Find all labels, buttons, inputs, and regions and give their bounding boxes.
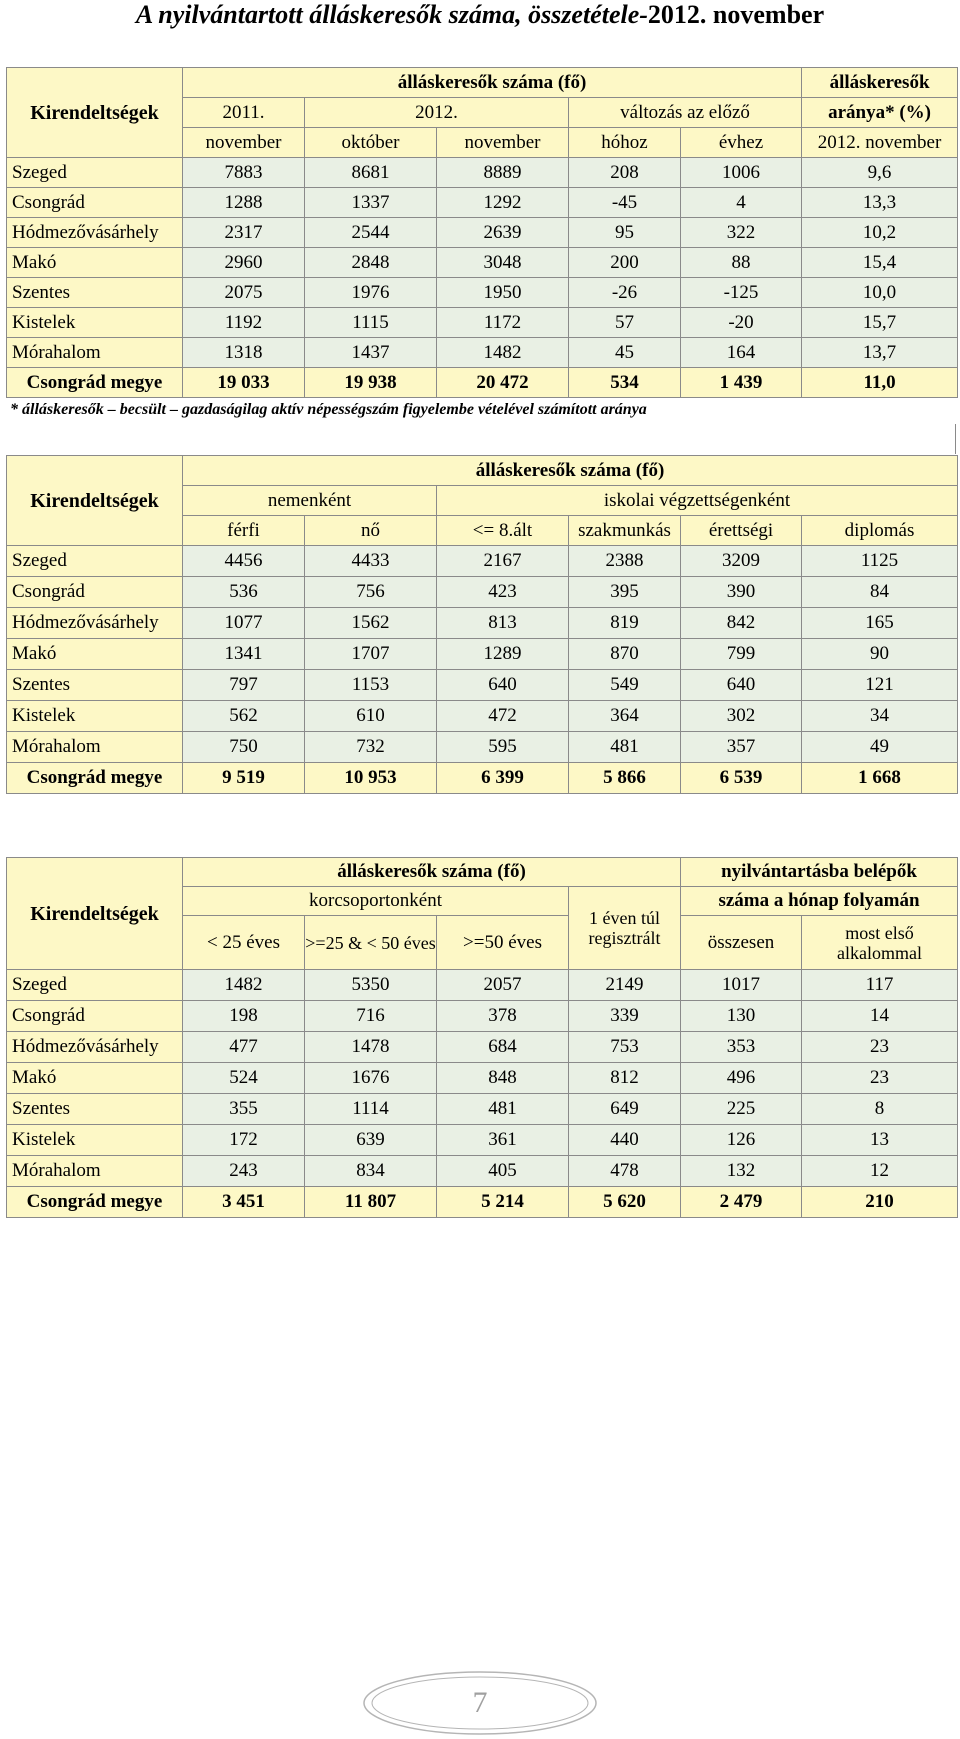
table-cell: 395 xyxy=(569,577,681,608)
table-cell: 165 xyxy=(802,608,958,639)
table-cell: 2 479 xyxy=(681,1187,802,1218)
table-cell: 1478 xyxy=(305,1032,437,1063)
table-cell: -20 xyxy=(681,308,802,338)
table-cell: 11,0 xyxy=(802,368,958,398)
table-cell: -45 xyxy=(569,188,681,218)
table-cell: 1318 xyxy=(183,338,305,368)
table-cell: 339 xyxy=(569,1001,681,1032)
table-cell: 10,2 xyxy=(802,218,958,248)
table-cell: 2848 xyxy=(305,248,437,278)
table-row xyxy=(7,308,958,338)
table-cell: 870 xyxy=(569,639,681,670)
row-label: Mórahalom xyxy=(7,732,183,763)
table-cell: 8 xyxy=(802,1094,958,1125)
column-header: hóhoz xyxy=(569,128,681,158)
table-cell: 34 xyxy=(802,701,958,732)
table-cell: 4433 xyxy=(305,546,437,577)
table-row xyxy=(7,1156,958,1187)
header-by-gender: nemenként xyxy=(183,486,437,516)
row-label: Szeged xyxy=(7,158,183,188)
row-label: Makó xyxy=(7,248,183,278)
table-cell: 536 xyxy=(183,577,305,608)
table-cell: 357 xyxy=(681,732,802,763)
table-cell: 1482 xyxy=(437,338,569,368)
table-cell: 84 xyxy=(802,577,958,608)
corner-header: Kirendeltségek xyxy=(7,456,183,546)
table-cell: 848 xyxy=(437,1063,569,1094)
table-cell: 355 xyxy=(183,1094,305,1125)
header-ratio-line1: álláskeresők xyxy=(802,68,958,98)
table-row xyxy=(7,188,958,218)
table-cell: 3 451 xyxy=(183,1187,305,1218)
table-cell: 756 xyxy=(305,577,437,608)
table-total-row xyxy=(7,368,958,398)
table-cell: 5 620 xyxy=(569,1187,681,1218)
header-year-2011: 2011. xyxy=(183,98,305,128)
table-cell: 1341 xyxy=(183,639,305,670)
row-label: Szeged xyxy=(7,546,183,577)
table-jobseekers-by-gender-education xyxy=(6,455,957,794)
table-cell: 302 xyxy=(681,701,802,732)
table-jobseekers-by-age-entrants xyxy=(6,857,957,1218)
table-cell: 1115 xyxy=(305,308,437,338)
table-cell: 8889 xyxy=(437,158,569,188)
table-cell: 1077 xyxy=(183,608,305,639)
table-cell: 2388 xyxy=(569,546,681,577)
row-label: Makó xyxy=(7,1063,183,1094)
table-cell: 14 xyxy=(802,1001,958,1032)
header-entrants-line2: száma a hónap folyamán xyxy=(681,887,958,916)
table-cell: 1676 xyxy=(305,1063,437,1094)
table-cell: 45 xyxy=(569,338,681,368)
table-cell: 361 xyxy=(437,1125,569,1156)
table-row xyxy=(7,970,958,1001)
table-cell: 640 xyxy=(437,670,569,701)
table-cell: 13,7 xyxy=(802,338,958,368)
column-header: évhez xyxy=(681,128,802,158)
table-cell: 95 xyxy=(569,218,681,248)
table-cell: 117 xyxy=(802,970,958,1001)
table-cell: 11 807 xyxy=(305,1187,437,1218)
column-header: érettségi xyxy=(681,516,802,546)
row-label: Kistelek xyxy=(7,701,183,732)
table-cell: 3209 xyxy=(681,546,802,577)
table-cell: 813 xyxy=(437,608,569,639)
column-header: diplomás xyxy=(802,516,958,546)
table-row xyxy=(7,1094,958,1125)
table-cell: 1017 xyxy=(681,970,802,1001)
table-cell: 812 xyxy=(569,1063,681,1094)
table-cell: 5 214 xyxy=(437,1187,569,1218)
row-label: Hódmezővásárhely xyxy=(7,218,183,248)
table-cell: 198 xyxy=(183,1001,305,1032)
table-jobseekers-count xyxy=(6,67,957,398)
header-registered-over-1-year: 1 éven túl regisztrált xyxy=(569,887,681,970)
table-cell: 3048 xyxy=(437,248,569,278)
table-cell: 13 xyxy=(802,1125,958,1156)
table-cell: 390 xyxy=(681,577,802,608)
table-cell: 2057 xyxy=(437,970,569,1001)
table-row xyxy=(7,158,958,188)
column-header: férfi xyxy=(183,516,305,546)
table-row xyxy=(7,732,958,763)
table-cell: 353 xyxy=(681,1032,802,1063)
table-cell: 210 xyxy=(802,1187,958,1218)
table-row xyxy=(7,248,958,278)
table-cell: 1006 xyxy=(681,158,802,188)
row-label: Mórahalom xyxy=(7,1156,183,1187)
table-cell: 2544 xyxy=(305,218,437,248)
table-cell: 1976 xyxy=(305,278,437,308)
page-title xyxy=(0,0,960,30)
header-jobseekers-count: álláskeresők száma (fő) xyxy=(183,68,802,98)
table-cell: 1114 xyxy=(305,1094,437,1125)
table-cell: 126 xyxy=(681,1125,802,1156)
row-label: Szentes xyxy=(7,278,183,308)
column-header: november xyxy=(437,128,569,158)
table-cell: 12 xyxy=(802,1156,958,1187)
table-cell: 716 xyxy=(305,1001,437,1032)
table-cell: 49 xyxy=(802,732,958,763)
table-cell: 1292 xyxy=(437,188,569,218)
table-cell: 57 xyxy=(569,308,681,338)
table-cell: 5350 xyxy=(305,970,437,1001)
table-row xyxy=(7,1032,958,1063)
table-cell: 2639 xyxy=(437,218,569,248)
table-cell: 7883 xyxy=(183,158,305,188)
table-cell: 405 xyxy=(437,1156,569,1187)
row-label: Csongrád xyxy=(7,1001,183,1032)
table-cell: 172 xyxy=(183,1125,305,1156)
header-year-2012: 2012. xyxy=(305,98,569,128)
row-label: Szentes xyxy=(7,1094,183,1125)
row-label: Szeged xyxy=(7,970,183,1001)
table-row xyxy=(7,1001,958,1032)
table-row xyxy=(7,546,958,577)
table-cell: 10,0 xyxy=(802,278,958,308)
table-row xyxy=(7,608,958,639)
table-cell: 1337 xyxy=(305,188,437,218)
row-label: Szentes xyxy=(7,670,183,701)
row-label: Csongrád megye xyxy=(7,763,183,794)
table-cell: 9,6 xyxy=(802,158,958,188)
table-cell: 562 xyxy=(183,701,305,732)
page-number-badge xyxy=(362,1670,598,1736)
table-cell: 819 xyxy=(569,608,681,639)
table-cell: 1 668 xyxy=(802,763,958,794)
table-cell: 750 xyxy=(183,732,305,763)
header-jobseekers-count: álláskeresők száma (fő) xyxy=(183,858,681,887)
table-cell: 88 xyxy=(681,248,802,278)
table-cell: 90 xyxy=(802,639,958,670)
table-cell: 20 472 xyxy=(437,368,569,398)
table-cell: 378 xyxy=(437,1001,569,1032)
table-cell: 610 xyxy=(305,701,437,732)
table-cell: 1288 xyxy=(183,188,305,218)
header-ratio-line2: aránya* (%) xyxy=(802,98,958,128)
row-label: Hódmezővásárhely xyxy=(7,1032,183,1063)
table-total-row xyxy=(7,1187,958,1218)
table-cell: 322 xyxy=(681,218,802,248)
table-total-row xyxy=(7,763,958,794)
row-label: Csongrád xyxy=(7,188,183,218)
corner-header: Kirendeltségek xyxy=(7,68,183,158)
column-header: október xyxy=(305,128,437,158)
footnote: * álláskeresők – becsült – gazdaságilag aktív népességszám figyelembe vételével számított aránya xyxy=(10,401,647,418)
table-cell: 1172 xyxy=(437,308,569,338)
table-cell: 477 xyxy=(183,1032,305,1063)
table-cell: 19 033 xyxy=(183,368,305,398)
header-change: változás az előző xyxy=(569,98,802,128)
table-cell: 243 xyxy=(183,1156,305,1187)
table-cell: 2317 xyxy=(183,218,305,248)
table-cell: 524 xyxy=(183,1063,305,1094)
table-cell: 23 xyxy=(802,1063,958,1094)
header-jobseekers-count: álláskeresők száma (fő) xyxy=(183,456,958,486)
table-cell: 130 xyxy=(681,1001,802,1032)
table-cell: 19 938 xyxy=(305,368,437,398)
column-header: nő xyxy=(305,516,437,546)
table-cell: 1562 xyxy=(305,608,437,639)
divider xyxy=(955,424,956,454)
table-cell: 2075 xyxy=(183,278,305,308)
table-cell: 496 xyxy=(681,1063,802,1094)
table-cell: 9 519 xyxy=(183,763,305,794)
table-cell: 4 xyxy=(681,188,802,218)
table-row xyxy=(7,278,958,308)
table-row xyxy=(7,639,958,670)
table-cell: 472 xyxy=(437,701,569,732)
table-row xyxy=(7,670,958,701)
table-cell: 225 xyxy=(681,1094,802,1125)
table-cell: 10 953 xyxy=(305,763,437,794)
table-cell: 5 866 xyxy=(569,763,681,794)
table-cell: 15,7 xyxy=(802,308,958,338)
table-cell: 639 xyxy=(305,1125,437,1156)
table-cell: 132 xyxy=(681,1156,802,1187)
table-cell: -26 xyxy=(569,278,681,308)
table-cell: 1125 xyxy=(802,546,958,577)
row-label: Kistelek xyxy=(7,308,183,338)
column-header: összesen xyxy=(681,916,802,970)
table-cell: 200 xyxy=(569,248,681,278)
table-row xyxy=(7,577,958,608)
table-cell: 1153 xyxy=(305,670,437,701)
column-header: < 25 éves xyxy=(183,916,305,970)
table-cell: 1289 xyxy=(437,639,569,670)
row-label: Csongrád megye xyxy=(7,368,183,398)
title-italic: A nyilvántartott álláskeresők száma, összetétele- xyxy=(135,0,648,29)
table-cell: 732 xyxy=(305,732,437,763)
row-label: Kistelek xyxy=(7,1125,183,1156)
table-cell: 121 xyxy=(802,670,958,701)
table-cell: 2149 xyxy=(569,970,681,1001)
row-label: Mórahalom xyxy=(7,338,183,368)
row-label: Hódmezővásárhely xyxy=(7,608,183,639)
header-by-education: iskolai végzettségenként xyxy=(437,486,958,516)
table-cell: 549 xyxy=(569,670,681,701)
table-cell: 4456 xyxy=(183,546,305,577)
table-cell: 797 xyxy=(183,670,305,701)
table-cell: 440 xyxy=(569,1125,681,1156)
column-header: >=50 éves xyxy=(437,916,569,970)
table-cell: 1482 xyxy=(183,970,305,1001)
column-header: november xyxy=(183,128,305,158)
table-row xyxy=(7,218,958,248)
table-cell: 834 xyxy=(305,1156,437,1187)
table-cell: 1192 xyxy=(183,308,305,338)
table-cell: 649 xyxy=(569,1094,681,1125)
table-row xyxy=(7,338,958,368)
table-cell: 364 xyxy=(569,701,681,732)
table-cell: 595 xyxy=(437,732,569,763)
table-cell: 478 xyxy=(569,1156,681,1187)
table-cell: 1707 xyxy=(305,639,437,670)
table-cell: 208 xyxy=(569,158,681,188)
table-cell: 2960 xyxy=(183,248,305,278)
header-entrants-line1: nyilvántartásba belépők xyxy=(681,858,958,887)
table-cell: 13,3 xyxy=(802,188,958,218)
table-row xyxy=(7,1125,958,1156)
row-label: Csongrád megye xyxy=(7,1187,183,1218)
row-label: Csongrád xyxy=(7,577,183,608)
table-cell: 534 xyxy=(569,368,681,398)
row-label: Makó xyxy=(7,639,183,670)
table-cell: 640 xyxy=(681,670,802,701)
table-cell: 799 xyxy=(681,639,802,670)
table-cell: 6 539 xyxy=(681,763,802,794)
column-header: 2012. november xyxy=(802,128,958,158)
column-header: <= 8.ált xyxy=(437,516,569,546)
table-cell: 2167 xyxy=(437,546,569,577)
table-row xyxy=(7,701,958,732)
table-cell: 23 xyxy=(802,1032,958,1063)
table-cell: 423 xyxy=(437,577,569,608)
table-cell: 684 xyxy=(437,1032,569,1063)
table-cell: 481 xyxy=(569,732,681,763)
table-cell: 15,4 xyxy=(802,248,958,278)
column-header: >=25 & < 50 éves xyxy=(305,916,437,970)
column-header: szakmunkás xyxy=(569,516,681,546)
table-cell: 842 xyxy=(681,608,802,639)
column-header: most első alkalommal xyxy=(802,916,958,970)
table-cell: 164 xyxy=(681,338,802,368)
page-number: 7 xyxy=(472,1686,488,1719)
table-cell: 753 xyxy=(569,1032,681,1063)
table-cell: 481 xyxy=(437,1094,569,1125)
table-cell: 6 399 xyxy=(437,763,569,794)
header-by-age-group: korcsoportonként xyxy=(183,887,569,916)
table-row xyxy=(7,1063,958,1094)
corner-header: Kirendeltségek xyxy=(7,858,183,970)
table-cell: 1950 xyxy=(437,278,569,308)
title-date: 2012. november xyxy=(647,0,825,29)
table-cell: -125 xyxy=(681,278,802,308)
table-cell: 1 439 xyxy=(681,368,802,398)
table-cell: 8681 xyxy=(305,158,437,188)
table-cell: 1437 xyxy=(305,338,437,368)
